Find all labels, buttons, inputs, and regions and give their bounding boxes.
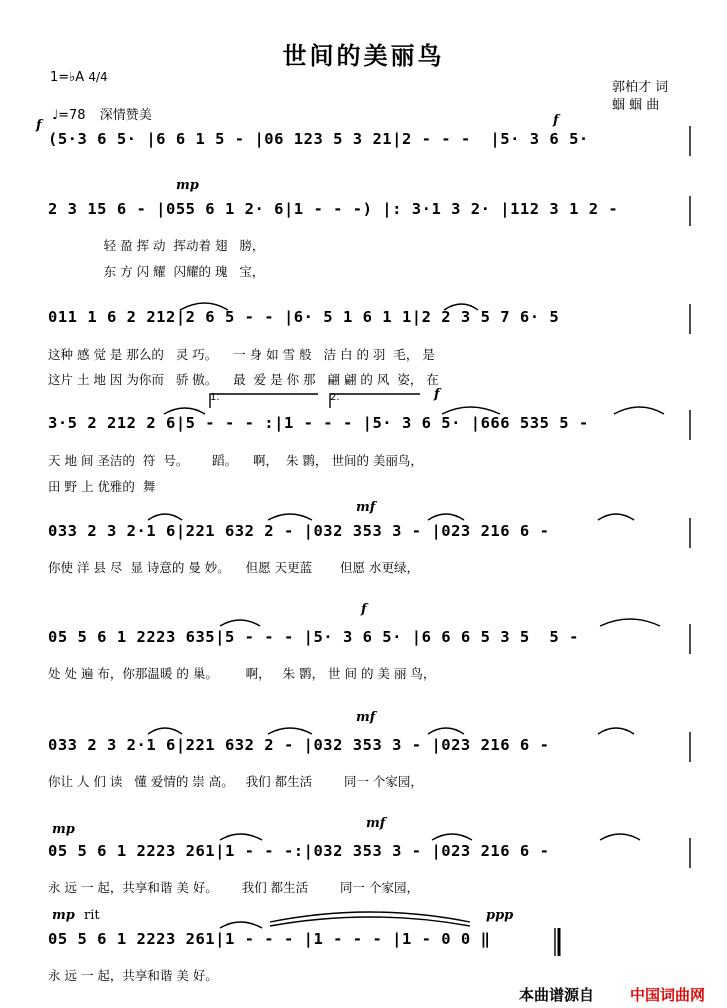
volta-second: 2. (330, 392, 340, 403)
lyric-line: 轻 盈 挥 动 挥动着 翅 膀， (48, 238, 265, 253)
ritardando-mark: rit (84, 908, 100, 923)
notation-row-8: 05 5 6 1 2223 261|1 - - -:|032 353 3 - |023 216 6 - (48, 842, 550, 860)
slur (428, 514, 464, 520)
dynamic-mp: mp (176, 178, 199, 193)
song-title: 世间的美丽鸟 (282, 41, 445, 70)
dynamic-mf: mf (356, 500, 376, 515)
notation-row-3: 011 1 6 2 212|2 6 5 - - |6· 5 1 6 1 1|2 2 3 5 7 6· 5 (48, 308, 560, 326)
dynamic-f: f (553, 113, 559, 128)
slur (432, 834, 472, 840)
slur (220, 620, 260, 626)
volta-bracket-2 (330, 394, 420, 408)
lyric-line: 这种 感 觉 是 那么的 灵 巧。 一 身 如 雪 般 洁 白 的 羽 毛， 是 (48, 347, 435, 362)
lyric-line: 处 处 遍 布，你那温暖 的 巢。 啊， 朱 鹮， 世 间 的 美 丽 鸟， (48, 666, 436, 681)
source-note: 本曲谱源自 (519, 986, 595, 1004)
slur (442, 407, 500, 414)
lyricist-credit: 郭柏才 词 (612, 80, 669, 95)
lyric-line: 你让 人 们 读 懂 爱情的 崇 高。 我们 都生活 同一 个家园， (48, 774, 423, 789)
slur (268, 514, 312, 520)
slur (164, 408, 205, 414)
slur (600, 834, 640, 840)
tie (270, 917, 470, 926)
key-label: 1=♭A (50, 70, 85, 85)
dynamic-f: f (361, 602, 367, 617)
time-signature: 4/4 (88, 70, 108, 84)
slur (614, 407, 664, 414)
slur (598, 728, 634, 734)
site-logo[interactable]: 中国词曲网 (630, 986, 706, 1004)
lyric-line: 永 远 一 起，共享和谐 美 好。 我们 都生活 同一 个家园， (48, 880, 419, 895)
notation-row-6: 05 5 6 1 2223 635|5 - - - |5· 3 6 5· |6 6 6 5 3 5 5 - (48, 628, 579, 646)
lyric-line: 田 野 上 优雅的 舞 (48, 479, 156, 494)
dynamic-f: f (36, 118, 42, 133)
slur (148, 514, 182, 520)
slur (180, 303, 228, 310)
lyric-line: 天 地 间 圣洁的 符 号。 蹈。 啊， 朱 鹮， 世间的 美丽鸟， (48, 453, 423, 468)
lyric-line: 这片 土 地 因 为你而 骄 傲。 最 爱 是 你 那 翩 翩 的 风 姿， 在 (48, 372, 439, 387)
notation-row-4: 3·5 2 212 2 6|5 - - - :|1 - - - |5· 3 6 5· |666 535 5 - (48, 414, 589, 432)
volta-first: 1. (210, 392, 220, 403)
slur (148, 728, 182, 734)
dynamic-f: f (434, 387, 440, 402)
dynamic-ppp: ppp (486, 908, 514, 923)
notation-row-5: 033 2 3 2·1 6|221 632 2 - |032 353 3 - |023 216 6 - (48, 522, 550, 540)
notation-row-9: 05 5 6 1 2223 261|1 - - - |1 - - - |1 - 0 0 ‖ (48, 930, 491, 948)
dynamic-mf: mf (366, 816, 386, 831)
slur (220, 922, 262, 928)
slur (220, 834, 262, 840)
slur (268, 728, 312, 734)
tempo-mark: ♩=78 (52, 108, 86, 123)
dynamic-mf: mf (356, 710, 376, 725)
slur (598, 514, 634, 520)
slur (428, 728, 464, 734)
expression-mark: 深情赞美 (99, 108, 152, 123)
volta-bracket-1 (210, 394, 318, 408)
notation-row-1: (5·3 6 5· |6 6 1 5 - |06 123 5 3 21|2 - - - |5· 3 6 5· (48, 130, 589, 148)
dynamic-mp: mp (52, 822, 75, 837)
notation-row-7: 033 2 3 2·1 6|221 632 2 - |032 353 3 - |023 216 6 - (48, 736, 550, 754)
dynamic-mp: mp (52, 908, 75, 923)
lyric-line: 东 方 闪 耀 闪耀的 瑰 宝， (48, 264, 265, 279)
slur (600, 619, 660, 626)
lyric-line: 你使 洋 县 尽 显 诗意的 曼 妙。 但愿 天更蓝 但愿 水更绿， (48, 560, 419, 575)
lyric-line: 永 远 一 起，共享和谐 美 好。 (48, 968, 218, 983)
composer-credit: 蝈 蝈 曲 (612, 98, 660, 113)
notation-row-2: 2 3 15 6 - |055 6 1 2· 6|1 - - -) |: 3·1 3 2· |112 3 1 2 - (48, 200, 619, 218)
slur (444, 304, 478, 310)
